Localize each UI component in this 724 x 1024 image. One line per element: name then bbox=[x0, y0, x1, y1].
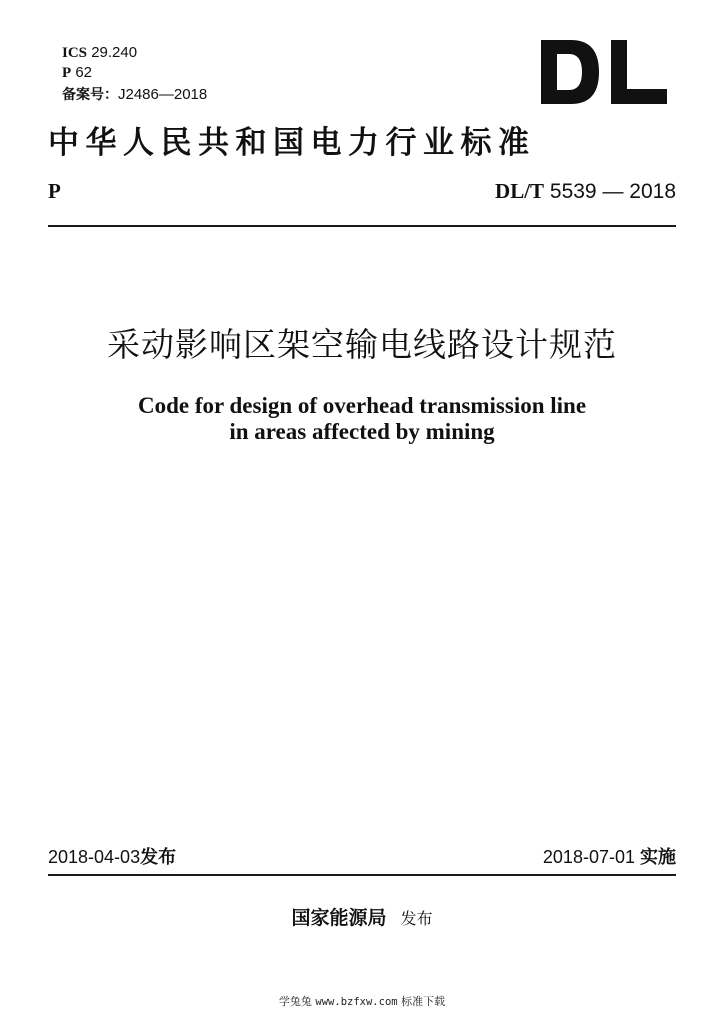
effective-date-label: 实施 bbox=[640, 847, 676, 868]
footer-tagline: 标准下载 bbox=[401, 995, 446, 1008]
ics-code bbox=[62, 44, 137, 62]
effective-date-value: 2018-07-01 bbox=[542, 847, 635, 867]
standard-number bbox=[495, 178, 676, 205]
filing-label: 备案号： bbox=[62, 87, 118, 103]
standard-prefix: DL/T bbox=[495, 179, 545, 203]
ics-value: 29.240 bbox=[91, 44, 138, 61]
issue-date bbox=[48, 845, 176, 870]
issue-date-label: 发布 bbox=[140, 847, 177, 868]
title-english-line2: in areas affected by mining bbox=[229, 419, 495, 444]
footer-url[interactable]: www.bzfxw.com bbox=[315, 996, 398, 1008]
publisher-action: 发布 bbox=[400, 909, 433, 928]
category-letter: P bbox=[48, 179, 61, 203]
dl-logo bbox=[541, 40, 667, 104]
standard-digits: 5539 — 2018 bbox=[549, 180, 676, 203]
industry-standard-heading: 中华人民共和国电力行业标准 bbox=[48, 125, 536, 161]
publisher-org: 国家能源局 bbox=[291, 907, 387, 929]
filing-number bbox=[62, 86, 207, 104]
title-english-line1: Code for design of overhead transmission line bbox=[137, 393, 587, 418]
bottom-divider bbox=[48, 874, 676, 876]
ics-label: ICS bbox=[62, 45, 88, 61]
footer-watermark bbox=[0, 994, 724, 1010]
filing-value: J2486—2018 bbox=[118, 86, 208, 103]
p-label: P bbox=[62, 65, 72, 81]
effective-date bbox=[543, 845, 676, 870]
footer-site-name: 学兔兔 bbox=[278, 995, 312, 1008]
title-chinese: 采动影响区架空输电线路设计规范 bbox=[107, 325, 617, 364]
p-code bbox=[62, 64, 92, 82]
issue-date-value: 2018-04-03 bbox=[48, 847, 141, 867]
publisher bbox=[0, 905, 724, 932]
top-divider bbox=[48, 225, 676, 227]
p-value: 62 bbox=[75, 64, 93, 81]
